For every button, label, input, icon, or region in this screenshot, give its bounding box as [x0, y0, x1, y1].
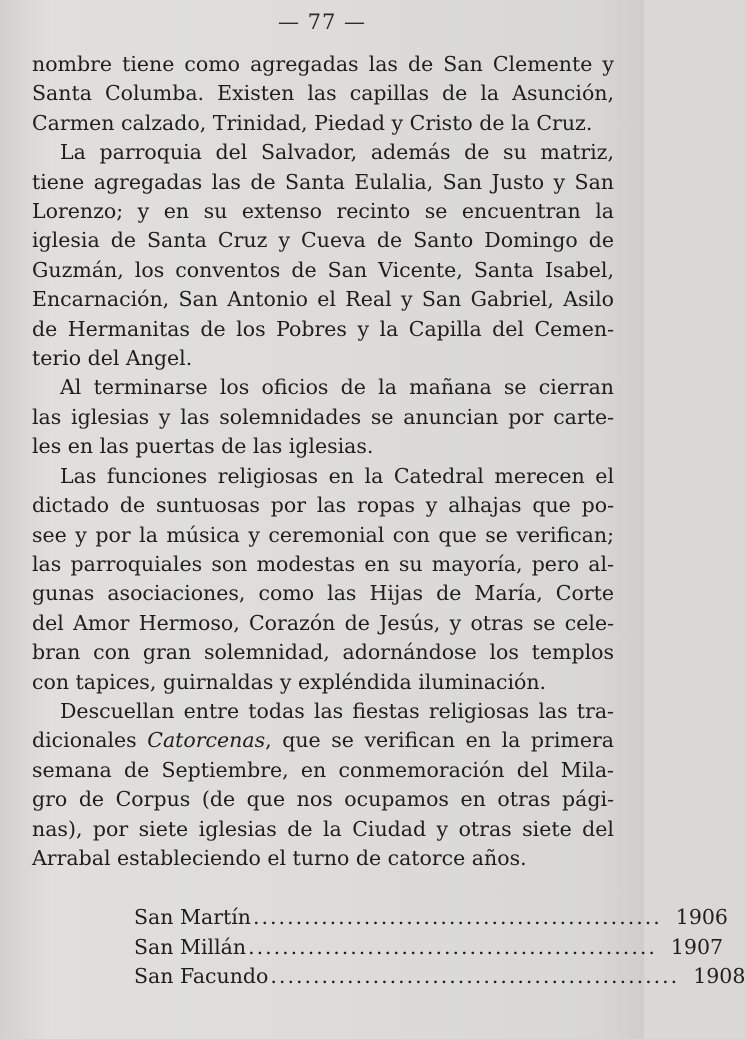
list-item: [134, 903, 728, 933]
text-fragment: , que se verifican en la primera: [265, 728, 614, 753]
text-line: terio del Angel.: [32, 346, 193, 371]
list-item-year: 1907: [670, 934, 724, 959]
text-line: les en las puertas de las iglesias.: [32, 434, 374, 459]
dot-leader: ................................................: [253, 905, 662, 929]
text-line: Guzmán, los conventos de San Vicente, Santa Isabel,: [32, 257, 614, 282]
list-item-name: San Martín: [134, 905, 251, 929]
text-line: tiene agregadas las de Santa Eulalia, San Justo y San: [32, 169, 614, 194]
text-line: gro de Corpus (de que nos ocupamos en otras pági-: [32, 787, 614, 812]
text-line: gunas asociaciones, como las Hijas de María, Corte: [32, 581, 614, 606]
text-line: las iglesias y las solemnidades se anuncian por carte-: [32, 404, 614, 429]
text-line: de Hermanitas de los Pobres y la Capilla del Cemen-: [32, 316, 614, 341]
body-text: [32, 50, 614, 873]
list-item-year: 1906: [675, 905, 728, 929]
text-line: iglesia de Santa Cruz y Cueva de Santo Domingo de: [32, 228, 614, 253]
text-line: Santa Columba. Existen las capillas de la Asunción,: [32, 81, 614, 106]
text-line: La parroquia del Salvador, además de su matriz,: [60, 140, 614, 165]
paragraph-5: [32, 697, 614, 873]
dot-leader: ................................................: [270, 964, 680, 989]
text-line: bran con gran solemnidad, adornándose los templos: [32, 640, 614, 665]
text-line: Encarnación, San Antonio el Real y San Gabriel, Asilo: [32, 287, 614, 312]
text-line: [32, 726, 614, 755]
list-item: [134, 933, 724, 963]
text-line: dictado de suntuosas por las ropas y alhajas que po-: [32, 493, 614, 518]
church-year-list: [134, 903, 745, 992]
paragraph-1: [32, 50, 614, 138]
text-line: see y por la música y ceremonial con que se verifican;: [32, 522, 614, 547]
text-line: Las funciones religiosas en la Catedral merecen el: [60, 463, 614, 488]
text-line: las parroquiales son modestas en su mayoría, pero al-: [32, 551, 614, 576]
list-item-name: San Millán: [134, 934, 247, 959]
paragraph-4: [32, 462, 614, 697]
text-line: nombre tiene como agregadas las de San Clemente y: [32, 52, 614, 76]
dot-leader: ................................................: [248, 934, 657, 959]
text-line: Al terminarse los oficios de la mañana se cierran: [60, 375, 614, 400]
list-item-name: San Facundo: [134, 964, 269, 989]
text-line: con tapices, guirnaldas y expléndida iluminación.: [32, 669, 547, 694]
text-line: del Amor Hermoso, Corazón de Jesús, y otras se cele-: [32, 610, 614, 635]
text-line: Descuellan entre todas las fiestas religiosas las tra-: [60, 698, 614, 723]
paragraph-2: [32, 138, 614, 373]
list-item-year: 1908: [693, 964, 745, 989]
page-number: — 77 —: [277, 10, 367, 34]
paragraph-3: [32, 373, 614, 461]
italic-term: Catorcenas: [147, 728, 266, 753]
text-line: nas), por siete iglesias de la Ciudad y otras siete del: [32, 816, 614, 841]
list-item: [134, 962, 745, 992]
text-line: Lorenzo; y en su extenso recinto se encuentran la: [32, 199, 614, 224]
text-fragment: dicionales: [32, 728, 148, 753]
text-line: semana de Septiembre, en conmemoración del Mila-: [32, 757, 614, 782]
text-line: Carmen calzado, Trinidad, Piedad y Cristo de la Cruz.: [32, 110, 593, 135]
text-line: Arrabal estableciendo el turno de catorce años.: [32, 845, 527, 870]
